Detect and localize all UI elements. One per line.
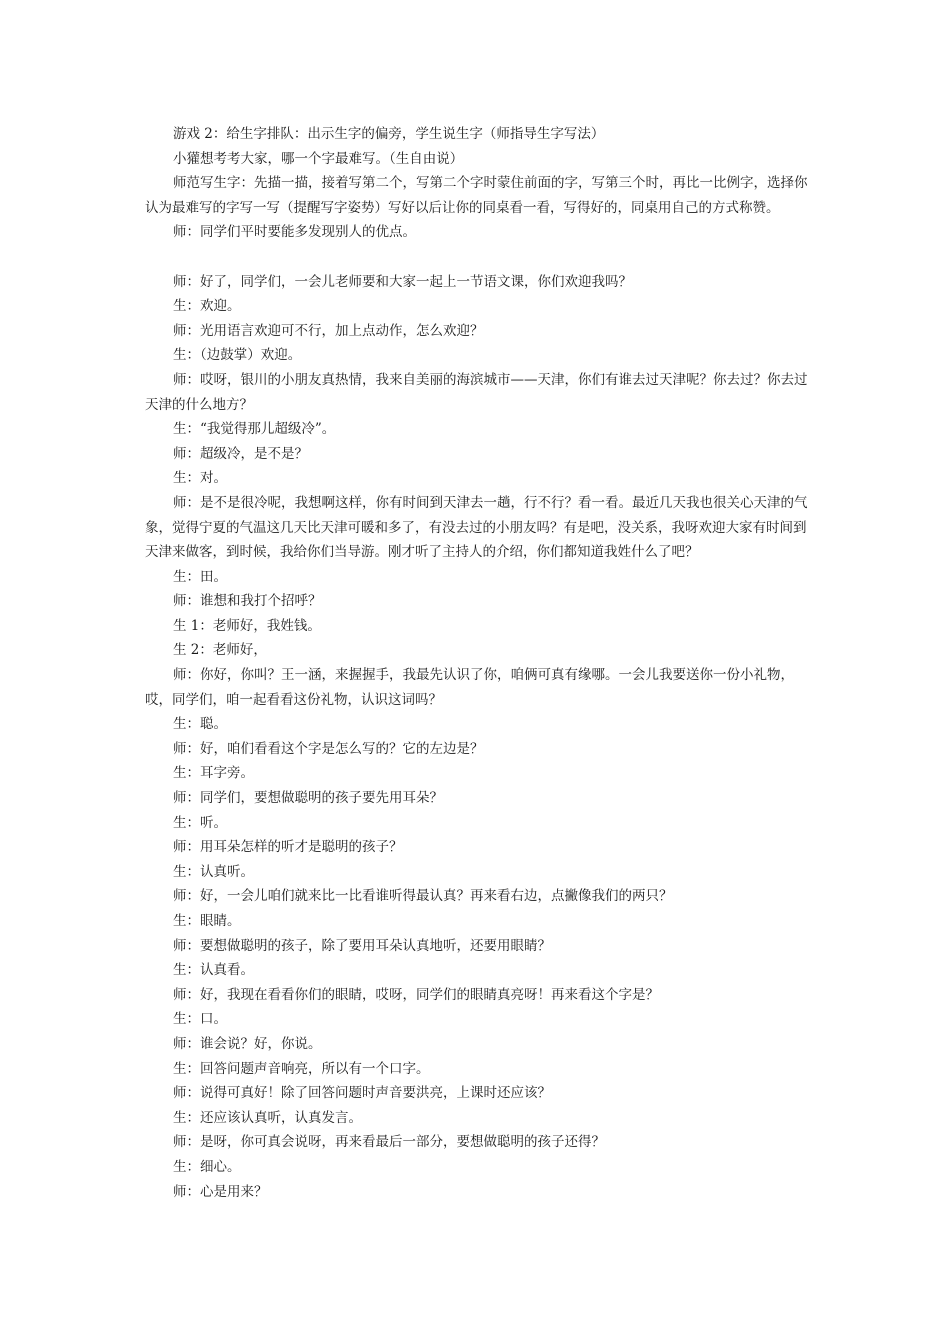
paragraph: 师：同学们平时要能多发现别人的优点。 — [173, 224, 416, 241]
document-body — [145, 122, 810, 1204]
blank-line — [145, 245, 810, 270]
paragraph: 生：聪。 — [173, 716, 227, 733]
paragraph: 生：认真看。 — [173, 962, 254, 979]
paragraph: 师：好了，同学们，一会儿老师要和大家一起上一节语文课，你们欢迎我吗？ — [173, 273, 632, 290]
paragraph: 师：光用语言欢迎可不行，加上点动作，怎么欢迎？ — [173, 322, 484, 339]
paragraph: 师：谁想和我打个招呼？ — [173, 593, 322, 610]
paragraph: 师：好，咱们看看这个字是怎么写的？它的左边是？ — [173, 740, 484, 757]
paragraph: 师：用耳朵怎样的听才是聪明的孩子？ — [173, 839, 403, 856]
paragraph: 生：口。 — [173, 1011, 227, 1028]
paragraph: 师：谁会说？好，你说。 — [173, 1035, 322, 1052]
paragraph: 师：心是用来？ — [173, 1183, 268, 1200]
paragraph: 生：“我觉得那儿超级冷”。 — [173, 421, 336, 438]
paragraph: 生：细心。 — [173, 1158, 241, 1175]
paragraph: 生：回答问题声音响亮，所以有一个口字。 — [173, 1060, 430, 1077]
paragraph: 师：要想做聪明的孩子，除了要用耳朵认真地听，还要用眼睛？ — [173, 937, 551, 954]
paragraph: 师：哎呀，银川的小朋友真热情，我来自美丽的海滨城市——天津，你们有谁去过天津呢？你去过？你去过天津的什么地方？ — [145, 371, 808, 413]
paragraph: 生：还应该认真听，认真发言。 — [173, 1109, 362, 1126]
paragraph: 师：说得可真好！除了回答问题时声音要洪亮，上课时还应该？ — [173, 1085, 551, 1102]
paragraph: 游戏 2：给生字排队：出示生字的偏旁，学生说生字（师指导生字写法） — [173, 126, 605, 142]
paragraph: 师：好，一会儿咱们就来比一比看谁听得最认真？再来看右边，点撇像我们的两只？ — [173, 888, 673, 905]
paragraph: 师：你好，你叫？王一涵，来握握手，我最先认识了你，咱俩可真有缘哪。一会儿我要送你一份小礼物，哎，同学们，咱一起看看这份礼物，认识这词吗？ — [145, 667, 794, 708]
paragraph: 生：对。 — [173, 470, 227, 487]
paragraph: 师：是呀，你可真会说呀，再来看最后一部分，要想做聪明的孩子还得？ — [173, 1134, 605, 1151]
paragraph: 师：好，我现在看看你们的眼睛，哎呀，同学们的眼睛真亮呀！再来看这个字是？ — [173, 986, 659, 1003]
paragraph: 生：眼睛。 — [173, 913, 241, 929]
paragraph: 生 2：老师好， — [173, 642, 267, 659]
paragraph: 小獾想考考大家，哪一个字最难写。（生自由说） — [173, 150, 464, 167]
paragraph: 生：听。 — [173, 814, 227, 831]
paragraph: 师：同学们，要想做聪明的孩子要先用耳朵？ — [173, 790, 443, 807]
paragraph: 师：是不是很冷呢，我想啊这样，你有时间到天津去一趟，行不行？看一看。最近几天我也很关心天津的气象，觉得宁夏的气温这几天比天津可暖和多了，有没去过的小朋友吗？有是吧，没关系，我呀欢迎大家有时间到天津来做客，到时候，我给你们当导游。刚才听了主持人的介绍，你们都知道我姓什么了吧？ — [145, 494, 808, 561]
paragraph: 师范写生字：先描一描，接着写第二个，写第二个字时蒙住前面的字，写第三个时，再比一比例字，选择你认为最难写的字写一写（提醒写字姿势）写好以后让你的同桌看一看，写得好的，同桌用自己的方式称赞。 — [145, 175, 808, 216]
paragraph: 生：田。 — [173, 568, 227, 585]
paragraph: 生：欢迎。 — [173, 298, 241, 315]
paragraph: 生 1：老师好，我姓钱。 — [173, 617, 321, 634]
paragraph: 生：耳字旁。 — [173, 765, 254, 782]
paragraph: 生：认真听。 — [173, 863, 254, 880]
paragraph: 生：（边鼓掌）欢迎。 — [173, 347, 302, 364]
paragraph: 师：超级冷，是不是？ — [173, 445, 308, 462]
